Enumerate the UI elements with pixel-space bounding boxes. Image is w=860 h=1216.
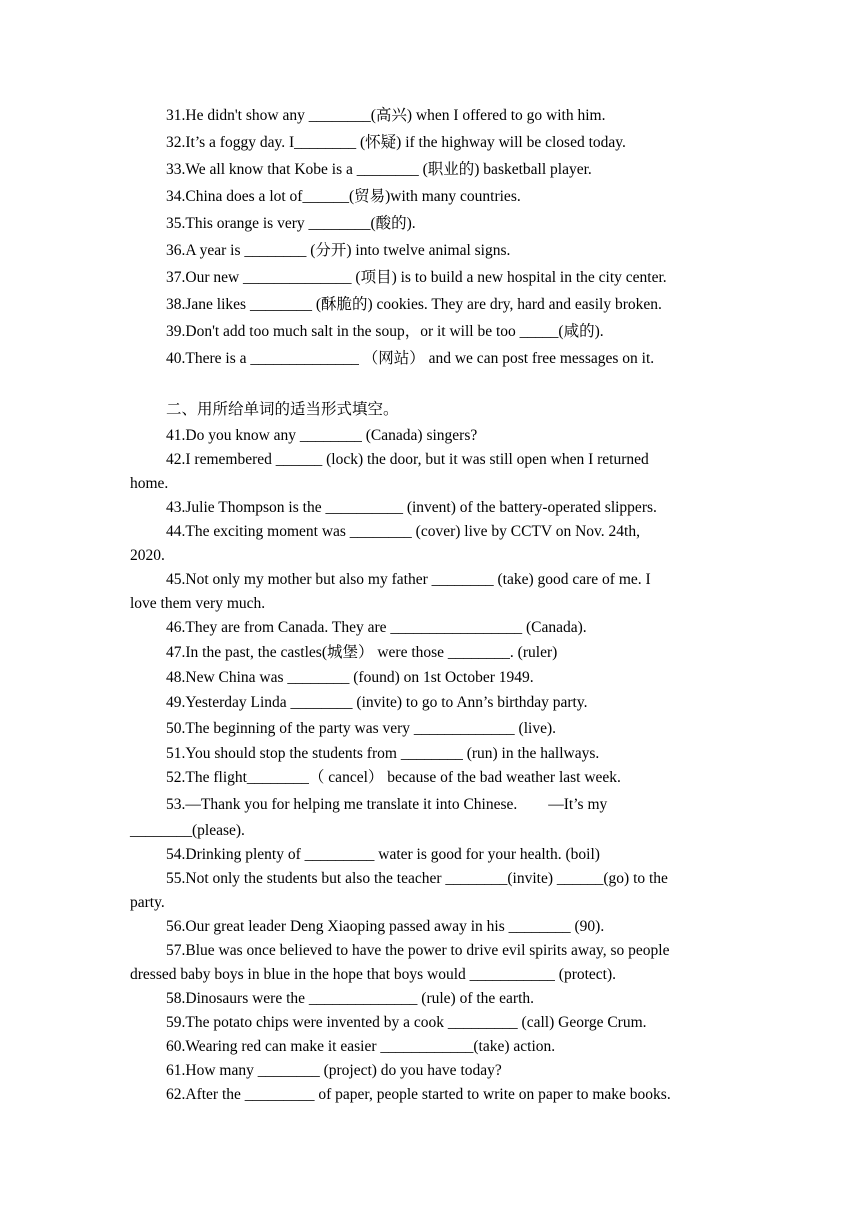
question-40: 40.There is a ______________ （网站） and we can post free messages on it. <box>166 350 655 367</box>
question-34: 34.China does a lot of______(贸易)with many countries. <box>166 188 521 205</box>
question-57-continued: dressed baby boys in blue in the hope that boys would ___________ (protect). <box>130 966 617 983</box>
section-heading: 二、用所给单词的适当形式填空。 <box>166 401 399 418</box>
question-53: 53.—Thank you for helping me translate it into Chinese. —It’s my <box>166 796 608 813</box>
question-50: 50.The beginning of the party was very _____________ (live). <box>166 720 556 737</box>
question-61: 61.How many ________ (project) do you have today? <box>166 1062 502 1079</box>
question-45-continued: love them very much. <box>130 595 266 612</box>
question-31: 31.He didn't show any ________(高兴) when I offered to go with him. <box>166 107 606 124</box>
question-37: 37.Our new ______________ (项目) is to build a new hospital in the city center. <box>166 269 667 286</box>
question-48: 48.New China was ________ (found) on 1st October 1949. <box>166 669 534 686</box>
question-54: 54.Drinking plenty of _________ water is good for your health. (boil) <box>166 846 600 863</box>
question-44-continued: 2020. <box>130 547 165 564</box>
question-60: 60.Wearing red can make it easier ____________(take) action. <box>166 1038 556 1055</box>
question-32: 32.It’s a foggy day. I________ (怀疑) if the highway will be closed today. <box>166 134 626 151</box>
question-42: 42.I remembered ______ (lock) the door, but it was still open when I returned <box>166 451 649 468</box>
question-41: 41.Do you know any ________ (Canada) singers? <box>166 427 478 444</box>
question-39: 39.Don't add too much salt in the soup，or it will be too _____(咸的). <box>166 323 604 340</box>
question-35: 35.This orange is very ________(酸的). <box>166 215 416 232</box>
question-43: 43.Julie Thompson is the __________ (invent) of the battery-operated slippers. <box>166 499 657 516</box>
question-46: 46.They are from Canada. They are _________________ (Canada). <box>166 619 587 636</box>
question-36: 36.A year is ________ (分开) into twelve animal signs. <box>166 242 511 259</box>
question-52: 52.The flight________（ cancel） because of the bad weather last week. <box>166 769 621 786</box>
question-42-continued: home. <box>130 475 169 492</box>
question-56: 56.Our great leader Deng Xiaoping passed away in his ________ (90). <box>166 918 605 935</box>
question-57: 57.Blue was once believed to have the power to drive evil spirits away, so people <box>166 942 670 959</box>
question-55: 55.Not only the students but also the teacher ________(invite) ______(go) to the <box>166 870 668 887</box>
question-49: 49.Yesterday Linda ________ (invite) to go to Ann’s birthday party. <box>166 694 588 711</box>
question-59: 59.The potato chips were invented by a cook _________ (call) George Crum. <box>166 1014 647 1031</box>
question-62: 62.After the _________ of paper, people started to write on paper to make books. <box>166 1086 671 1103</box>
question-51: 51.You should stop the students from ________ (run) in the hallways. <box>166 745 600 762</box>
question-55-continued: party. <box>130 894 165 911</box>
question-38: 38.Jane likes ________ (酥脆的) cookies. They are dry, hard and easily broken. <box>166 296 662 313</box>
question-44: 44.The exciting moment was ________ (cover) live by CCTV on Nov. 24th, <box>166 523 640 540</box>
question-47: 47.In the past, the castles(城堡） were those ________. (ruler) <box>166 644 558 661</box>
question-58: 58.Dinosaurs were the ______________ (rule) of the earth. <box>166 990 535 1007</box>
question-53-continued: ________(please). <box>130 822 245 839</box>
question-33: 33.We all know that Kobe is a ________ (职业的) basketball player. <box>166 161 592 178</box>
question-45: 45.Not only my mother but also my father ________ (take) good care of me. I <box>166 571 651 588</box>
